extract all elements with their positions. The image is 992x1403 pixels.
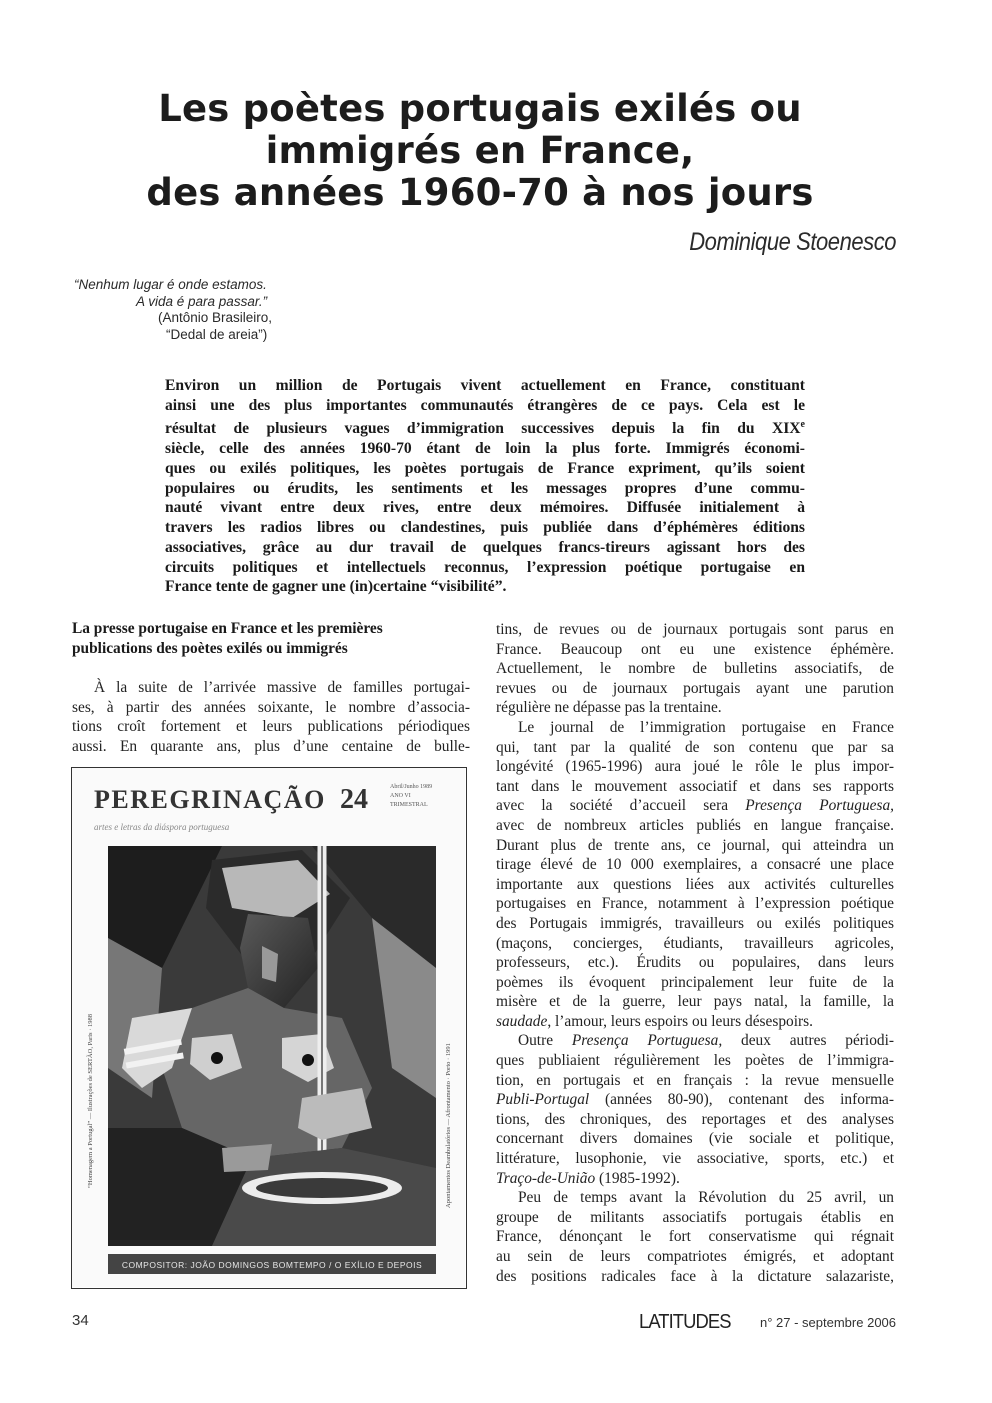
body-line: poèmes ils évoquent principalement leur fuite de la	[496, 973, 894, 991]
body-line: groupe de militants associatifs portugais établis en	[496, 1208, 894, 1226]
body-line: tins, de revues ou de journaux portugais sont parus en	[496, 621, 894, 638]
abstract-text: résultat de plusieurs vagues d’immigration successives depuis la fin du XIX	[165, 420, 801, 438]
cover-quarter: TRIMESTRAL	[390, 802, 428, 808]
cover-illustration	[72, 768, 465, 1287]
body-line: qui, tant par la qualité de son contenu que par sa	[496, 738, 894, 756]
cover-issue-number: 24	[340, 784, 368, 815]
abstract-line: populaires ou érudits, les sentiments et les messages propres d’une commu-	[165, 479, 805, 497]
body-line: (maçons, concierges, étudiants, travailleurs agricoles,	[496, 934, 894, 952]
epigraph-line: “Nenhum lugar é onde estamos.	[74, 277, 267, 292]
epigraph-citation: “Dedal de areia”)	[166, 326, 268, 342]
body-text: Outre	[518, 1032, 572, 1050]
abstract-line	[165, 415, 805, 439]
body-text: deux autres périodi-	[722, 1032, 895, 1050]
body-line: tions, des chroniques, des reportages et des analyses	[496, 1110, 894, 1128]
abstract-line: siècle, celle des années 1960-70 étant de loin la plus forte. Immigrés économi-	[165, 440, 805, 458]
body-text: (1985-1992).	[595, 1169, 680, 1187]
body-line: au sein de leurs compatriotes émigrés, et adoptant	[496, 1248, 894, 1265]
left-column	[72, 678, 470, 756]
emphasis: saudade	[496, 1012, 548, 1030]
periodical-title: Presença Portuguesa,	[745, 797, 894, 815]
body-line: Peu de temps avant la Révolution du 25 avril, un	[518, 1189, 894, 1207]
body-line: concernant divers domaines (vie sociale et politique,	[496, 1130, 894, 1148]
abstract-line: associatives, grâce au dur travail de quelques francs-tireurs agissant hors des	[165, 538, 805, 556]
epigraph	[60, 277, 290, 343]
epigraph-line: A vida é para passar.”	[136, 293, 268, 309]
body-line	[496, 1012, 894, 1032]
body-line: France. Beaucoup ont eu une existence éphémère.	[496, 640, 894, 658]
body-line: revues ou de journaux portugais ayant une parution	[496, 679, 894, 697]
body-line: tions croît fortement et leurs publications périodiques	[72, 718, 470, 736]
periodical-title: Publi-Portugal	[496, 1091, 590, 1109]
cover-left-vertical-text: “Homenagem a Portugal” — Ilustrações de SERTÃO, Paris · 1988	[87, 1014, 94, 1188]
body-line: avec de nombreux articles publiés en langue française.	[496, 816, 894, 834]
page-number: 34	[72, 1312, 89, 1329]
section-heading-line: publications des poètes exilés ou immigrés	[72, 639, 348, 657]
body-line: tant dans le mouvement associatif et dans ses rapports	[496, 777, 894, 795]
body-line: tirage élevé de 10 000 exemplaires, a consacré une place	[496, 856, 894, 874]
periodical-title: Traço-de-União	[496, 1169, 596, 1187]
title-line: des années 1960-70 à nos jours	[146, 171, 814, 214]
body-line: des Portugais immigrés, travailleurs ou exilés politiques	[496, 914, 894, 932]
body-line: aussi. En quarante ans, plus d’une centaine de bulle-	[72, 737, 470, 755]
body-line: littérature, lusophonie, vie associative, sports, etc.) et	[496, 1150, 894, 1168]
cover-date: Abril/Junho 1989	[390, 784, 433, 790]
journal-name: LATITUDES	[639, 1311, 731, 1333]
body-line: misère et de la guerre, leur pays natal, la famille, la	[496, 993, 894, 1011]
body-line: ses, à partir des années soixante, le nombre d’associa-	[72, 698, 470, 716]
body-line: Le journal de l’immigration portugaise en France	[518, 718, 894, 736]
body-line: portugaises en France, notamment à l’expression poétique	[496, 895, 894, 913]
section-heading	[72, 619, 492, 658]
issue-info: n° 27 - septembre 2006	[760, 1315, 897, 1330]
abstract-line: travers les radios libres ou clandestines, puis publiée dans d’éphémères éditions	[165, 519, 805, 537]
cover-masthead: PEREGRINAÇÃO	[94, 785, 326, 814]
periodical-title: Presença Portuguesa,	[571, 1032, 723, 1050]
body-text: (années 80-90), contenant des informa-	[589, 1091, 894, 1109]
article-title	[60, 88, 900, 214]
magazine-cover-figure	[71, 767, 467, 1289]
body-text: avec la société d’accueil sera	[496, 797, 746, 815]
body-line: tion, en portugais et en français : la revue mensuelle	[496, 1071, 894, 1089]
body-line: France, dénonçant le fort conservatisme qui régnait	[496, 1228, 894, 1246]
cover-subtitle: artes e letras da diáspora portuguesa	[94, 822, 230, 832]
abstract-line: ainsi une des plus importantes communautés étrangères de ce pays. Cela est le	[165, 396, 805, 414]
body-text: , l’amour, leurs espoirs ou leurs désespoirs.	[547, 1012, 813, 1030]
author-name: Dominique Stoenesco	[689, 228, 896, 256]
abstract-line: Environ un million de Portugais vivent actuellement en France, constituant	[165, 377, 805, 394]
body-line: Durant plus de trente ans, ce journal, qui atteindra un	[496, 836, 894, 854]
body-line	[496, 1090, 894, 1110]
abstract	[165, 376, 805, 597]
abstract-line: circuits politiques et intellectuels reconnus, l’expression poétique portugaise en	[165, 558, 805, 576]
body-line: ques publiaient régulièrement les poètes de l’immigra-	[496, 1052, 894, 1070]
body-line	[496, 1031, 894, 1051]
cover-footer-text: COMPOSITOR: JOÃO DOMINGOS BOMTEMPO / O EXÍLIO E DEPOIS	[121, 1260, 423, 1270]
cover-right-vertical-text: Apontamentos Deambulatórios — Afrontamento · Porto · 1991	[445, 1043, 452, 1208]
body-line	[496, 796, 894, 816]
abstract-line: ques ou exilés politiques, les poètes portugais de France expriment, qu’ils soient	[165, 460, 805, 477]
body-line: régulière ne dépasse pas la trentaine.	[496, 699, 722, 717]
abstract-line: nauté vivant entre deux rives, entre deux mémoires. Diffusée initialement à	[165, 499, 805, 517]
body-line	[496, 1169, 894, 1189]
title-line: Les poètes portugais exilés ou	[158, 87, 802, 130]
body-line: Actuellement, le nombre de bulletins associatifs, de	[496, 660, 894, 678]
superscript: e	[800, 419, 805, 431]
title-line: immigrés en France,	[265, 129, 695, 172]
body-line: À la suite de l’arrivée massive de familles portugai-	[94, 679, 470, 696]
epigraph-citation: (Antônio Brasileiro,	[158, 310, 273, 325]
cover-volume: ANO VI	[390, 793, 411, 799]
abstract-line: France tente de gagner une (in)certaine “visibilité”.	[165, 578, 507, 596]
body-line: des positions radicales face à la dictature salazariste,	[496, 1267, 894, 1285]
right-column	[496, 620, 894, 1286]
section-heading-line: La presse portugaise en France et les premières	[72, 620, 383, 637]
body-line: longévité (1965-1996) aura joué le rôle le plus impor-	[496, 758, 894, 776]
body-line: professeurs, etc.). Érudits ou populaires, dans leurs	[496, 954, 894, 972]
body-line: importante aux questions liées aux activités culturelles	[496, 875, 894, 893]
